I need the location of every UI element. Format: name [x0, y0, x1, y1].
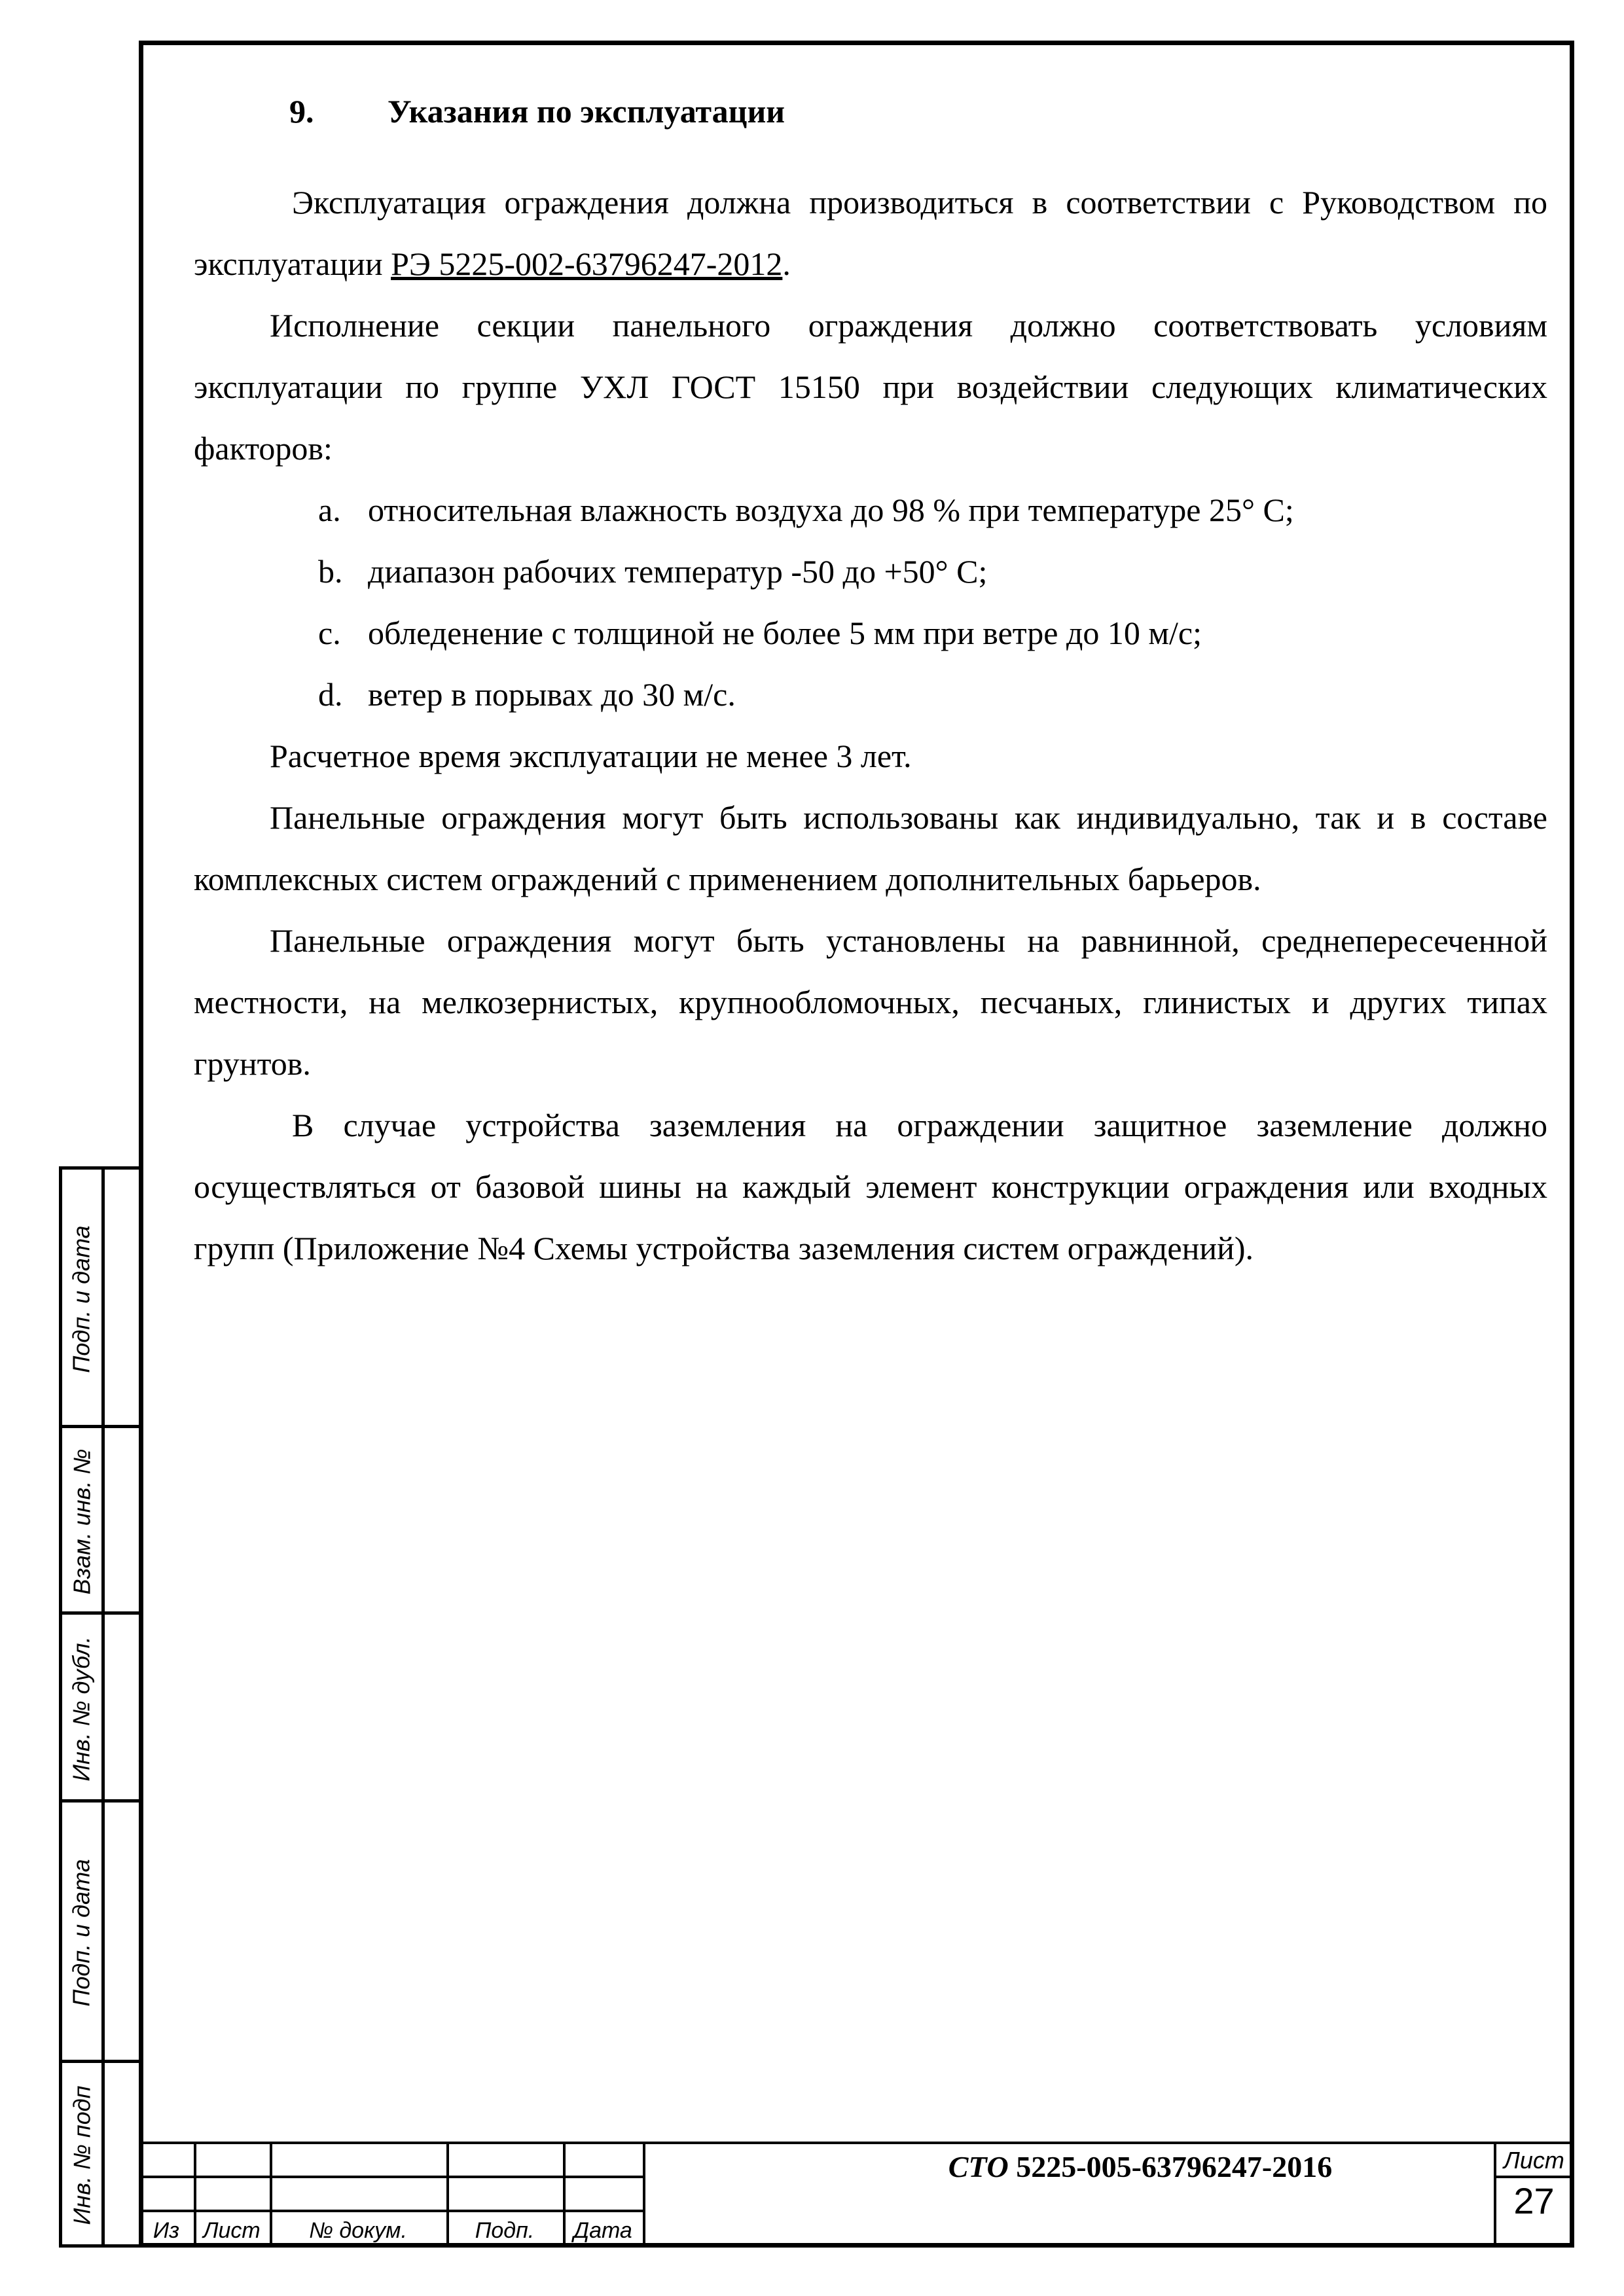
- header-date: Дата: [573, 2218, 632, 2243]
- document-code-prefix: СТО: [948, 2150, 1009, 2183]
- side-label: Инв. № подп: [68, 2085, 96, 2225]
- paragraph-1-end: .: [782, 245, 791, 282]
- section-title: Указания по эксплуатации: [388, 93, 785, 130]
- paragraph-6: В случае устройства заземления на ограждении защитное заземление должно осуществляться от базовой шины на каждый элемент конструкции ограждения или входных групп (Приложение №4 Схемы устройства заземления систем ограждений).: [194, 1107, 1547, 1266]
- sheet-number: 27: [1513, 2180, 1555, 2221]
- title-block-top-line: [139, 2142, 1574, 2144]
- paragraph-2: Исполнение секции панельного ограждения должно соответствовать условиям эксплуатации по группе УХЛ ГОСТ 15150 при воздействии следующих климатических факторов:: [194, 307, 1547, 467]
- paragraph-3: Расчетное время эксплуатации не менее 3 лет.: [270, 738, 912, 774]
- sheet-label: Лист: [1504, 2147, 1564, 2174]
- list-text: диапазон рабочих температур -50 до +50° С;: [368, 553, 988, 590]
- list-text: ветер в порывах до 30 м/с.: [368, 676, 736, 713]
- paragraph-5: Панельные ограждения могут быть установлены на равнинной, среднепересеченной местности, на мелкозернистых, крупнообломочных, песчаных, глинистых и других типах грунтов.: [194, 922, 1547, 1082]
- factors-list: [194, 479, 1547, 725]
- document-code: [793, 2149, 1487, 2184]
- list-marker: d.: [318, 676, 343, 713]
- side-stamp-strip: [59, 1166, 139, 2248]
- section-number: 9.: [289, 93, 314, 130]
- list-item: [194, 479, 1547, 541]
- paragraph-1-text: Эксплуатация ограждения должна производиться в соответствии с Руководством по эксплуатации: [194, 184, 1547, 282]
- paragraph-4: Панельные ограждения могут быть использованы как индивидуально, так и в составе комплексных систем ограждений с применением дополнительных барьеров.: [194, 799, 1547, 897]
- list-text: обледенение с толщиной не более 5 мм при ветре до 10 м/с;: [368, 615, 1202, 651]
- list-marker: a.: [318, 492, 341, 528]
- document-code-number: 5225-005-63796247-2016: [1008, 2150, 1333, 2183]
- header-list: Лист: [203, 2218, 261, 2243]
- document-body: [194, 92, 1547, 1279]
- side-label: Инв. № дубл.: [68, 1636, 95, 1782]
- title-block: [139, 2142, 1574, 2248]
- list-marker: b.: [318, 553, 343, 590]
- title-block-col-line: [643, 2142, 645, 2248]
- title-block-row-line: [139, 2210, 643, 2212]
- paragraph-1: [194, 171, 1547, 295]
- section-heading: [194, 92, 1547, 131]
- side-label: Взам. инв. №: [68, 1448, 96, 1594]
- list-item: [194, 602, 1547, 664]
- list-marker: c.: [318, 615, 341, 651]
- header-doc-number: № докум.: [309, 2218, 407, 2243]
- list-item: [194, 541, 1547, 602]
- list-text: относительная влажность воздуха до 98 % при температуре 25° С;: [368, 492, 1294, 528]
- side-label: Подп. и дата: [68, 1225, 95, 1373]
- header-izm: Из: [153, 2218, 180, 2243]
- reference-link: РЭ 5225-002-63796247-2012: [391, 245, 783, 282]
- side-divider: [101, 1170, 105, 2244]
- list-item: [194, 664, 1547, 725]
- title-block-row-line: [139, 2176, 643, 2178]
- header-signature: Подп.: [475, 2218, 535, 2243]
- side-label: Подп. и дата: [68, 1859, 95, 2007]
- sheet-box-line: [1494, 2176, 1574, 2178]
